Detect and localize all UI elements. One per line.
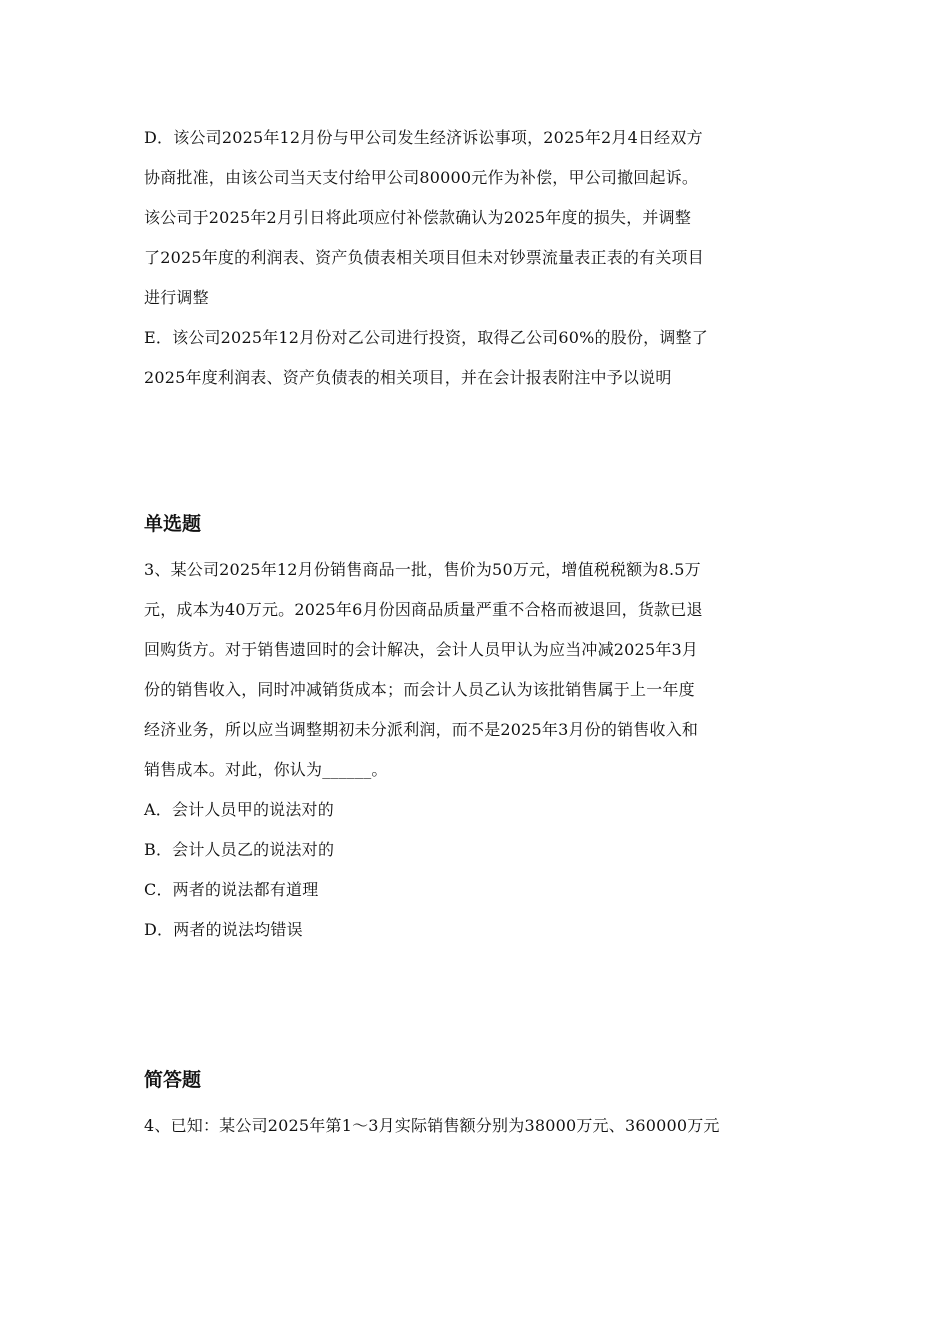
section-heading-short-answer: 简答题 xyxy=(144,1069,202,1091)
question-3-line: 3、某公司2025年12月份销售商品一批，售价为50万元，增值税税额为8.5万 xyxy=(144,560,701,579)
option-c: C．两者的说法都有道理 xyxy=(144,880,319,899)
question-3-line: 销售成本。对此，你认为______。 xyxy=(144,760,388,779)
question-3-line: 份的销售收入，同时冲减销货成本；而会计人员乙认为该批销售属于上一年度 xyxy=(144,680,695,699)
question-3 xyxy=(144,550,808,790)
question-4-line: 4、已知：某公司2025年第1～3月实际销售额分别为38000万元、360000万元 xyxy=(144,1116,720,1135)
question-3-line: 经济业务，所以应当调整期初未分派利润，而不是2025年3月份的销售收入和 xyxy=(144,720,699,739)
document-page xyxy=(144,118,808,1146)
option-e-line: E．该公司2025年12月份对乙公司进行投资，取得乙公司60%的股份，调整了 xyxy=(144,328,708,347)
question-3-line: 元，成本为40万元。2025年6月份因商品质量严重不合格而被退回，货款已退 xyxy=(144,600,703,619)
question-2-option-d xyxy=(144,118,808,318)
question-4 xyxy=(144,1106,808,1146)
option-a: A．会计人员甲的说法对的 xyxy=(144,800,334,819)
question-2-option-e xyxy=(144,318,808,398)
option-d-line: 协商批准，由该公司当天支付给甲公司80000元作为补偿，甲公司撤回起诉。 xyxy=(144,168,699,187)
option-d-line: 了2025年度的利润表、资产负债表相关项目但未对钞票流量表正表的有关项目 xyxy=(144,248,704,267)
option-d-line: D．该公司2025年12月份与甲公司发生经济诉讼事项，2025年2月4日经双方 xyxy=(144,128,703,147)
option-d-line: 进行调整 xyxy=(144,288,209,307)
option-e-line: 2025年度利润表、资产负债表的相关项目，并在会计报表附注中予以说明 xyxy=(144,368,672,387)
section-heading-single-choice: 单选题 xyxy=(144,513,202,535)
option-d: D．两者的说法均错误 xyxy=(144,920,303,939)
question-3-options xyxy=(144,790,808,950)
option-d-line: 该公司于2025年2月引日将此项应付补偿款确认为2025年度的损失，并调整 xyxy=(144,208,692,227)
question-3-line: 回购货方。对于销售遗回时的会计解决，会计人员甲认为应当冲减2025年3月 xyxy=(144,640,699,659)
option-b: B．会计人员乙的说法对的 xyxy=(144,840,335,859)
